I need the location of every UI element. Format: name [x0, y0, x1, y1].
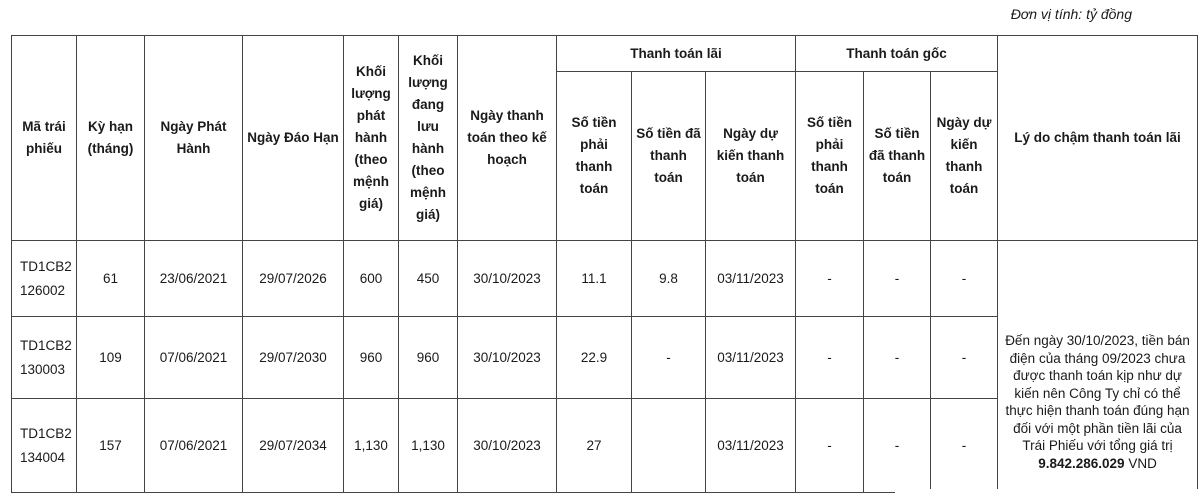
interest-paid-cell: 9.8: [632, 241, 706, 317]
issued-volume-cell: 600: [344, 241, 399, 317]
header-interest-amount-due: Số tiền phải thanh toán: [557, 72, 632, 241]
header-principal-amount-paid: Số tiền đã thanh toán: [864, 72, 931, 241]
reason-cell: [998, 241, 1198, 493]
table-row: [12, 241, 1198, 317]
principal-due-cell: -: [796, 399, 864, 493]
header-reason: Lý do chậm thanh toán lãi: [998, 36, 1198, 241]
outstanding-volume-cell: 450: [399, 241, 458, 317]
interest-expected-cell: 03/11/2023: [706, 317, 796, 399]
bond-code-cell: TD1CB2 126002: [12, 241, 77, 317]
bond-code-cell: TD1CB2 134004: [12, 399, 77, 493]
term-cell: 157: [77, 399, 145, 493]
interest-paid-cell: -: [632, 317, 706, 399]
header-term: Kỳ hạn (tháng): [77, 36, 145, 241]
header-interest-amount-paid: Số tiền đã thanh toán: [632, 72, 706, 241]
principal-expected-cell: -: [931, 241, 998, 317]
principal-paid-cell: -: [864, 399, 931, 493]
principal-paid-cell: -: [864, 241, 931, 317]
issue-date-cell: 23/06/2021: [145, 241, 243, 317]
header-interest-group: Thanh toán lãi: [557, 36, 796, 72]
header-bond-code: Mã trái phiếu: [12, 36, 77, 241]
interest-due-cell: 27: [557, 399, 632, 493]
planned-date-cell: 30/10/2023: [458, 241, 557, 317]
maturity-date-cell: 29/07/2026: [243, 241, 344, 317]
principal-due-cell: -: [796, 317, 864, 399]
maturity-date-cell: 29/07/2030: [243, 317, 344, 399]
page-edge-cover: [895, 489, 1200, 497]
interest-due-cell: 22.9: [557, 317, 632, 399]
principal-paid-cell: -: [864, 317, 931, 399]
reason-currency: VND: [1128, 455, 1157, 471]
header-maturity-date: Ngày Đáo Hạn: [243, 36, 344, 241]
interest-due-cell: 11.1: [557, 241, 632, 317]
header-planned-payment-date: Ngày thanh toán theo kế hoạch: [458, 36, 557, 241]
interest-expected-cell: 03/11/2023: [706, 241, 796, 317]
header-principal-amount-due: Số tiền phải thanh toán: [796, 72, 864, 241]
planned-date-cell: 30/10/2023: [458, 399, 557, 493]
issue-date-cell: 07/06/2021: [145, 399, 243, 493]
maturity-date-cell: 29/07/2034: [243, 399, 344, 493]
term-cell: 109: [77, 317, 145, 399]
header-issue-date: Ngày Phát Hành: [145, 36, 243, 241]
header-outstanding-volume: Khối lượng đang lưu hành (theo mệnh giá): [399, 36, 458, 241]
header-interest-expected-date: Ngày dự kiến thanh toán: [706, 72, 796, 241]
principal-expected-cell: -: [931, 399, 998, 493]
issued-volume-cell: 960: [344, 317, 399, 399]
interest-paid-cell: [632, 399, 706, 493]
planned-date-cell: 30/10/2023: [458, 317, 557, 399]
term-cell: 61: [77, 241, 145, 317]
principal-expected-cell: -: [931, 317, 998, 399]
reason-amount: 9.842.286.029: [1038, 455, 1125, 471]
header-issued-volume: Khối lượng phát hành (theo mệnh giá): [344, 36, 399, 241]
outstanding-volume-cell: 1,130: [399, 399, 458, 493]
issued-volume-cell: 1,130: [344, 399, 399, 493]
issue-date-cell: 07/06/2021: [145, 317, 243, 399]
interest-expected-cell: 03/11/2023: [706, 399, 796, 493]
header-principal-group: Thanh toán gốc: [796, 36, 998, 72]
unit-note: Đơn vị tính: tỷ đồng: [1010, 6, 1132, 22]
principal-due-cell: -: [796, 241, 864, 317]
bond-code-cell: TD1CB2 130003: [12, 317, 77, 399]
header-principal-expected-date: Ngày dự kiến thanh toán: [931, 72, 998, 241]
outstanding-volume-cell: 960: [399, 317, 458, 399]
reason-text: Đến ngày 30/10/2023, tiền bán điện của tháng 09/2023 chưa được thanh toán kịp như dự kiến nên Công Ty chỉ có thể thực hiện thanh toán đúng hạn đối với một phần tiền lãi của Trái Phiếu với tổng giá trị: [1005, 333, 1190, 453]
bond-payment-table: [11, 35, 1198, 493]
